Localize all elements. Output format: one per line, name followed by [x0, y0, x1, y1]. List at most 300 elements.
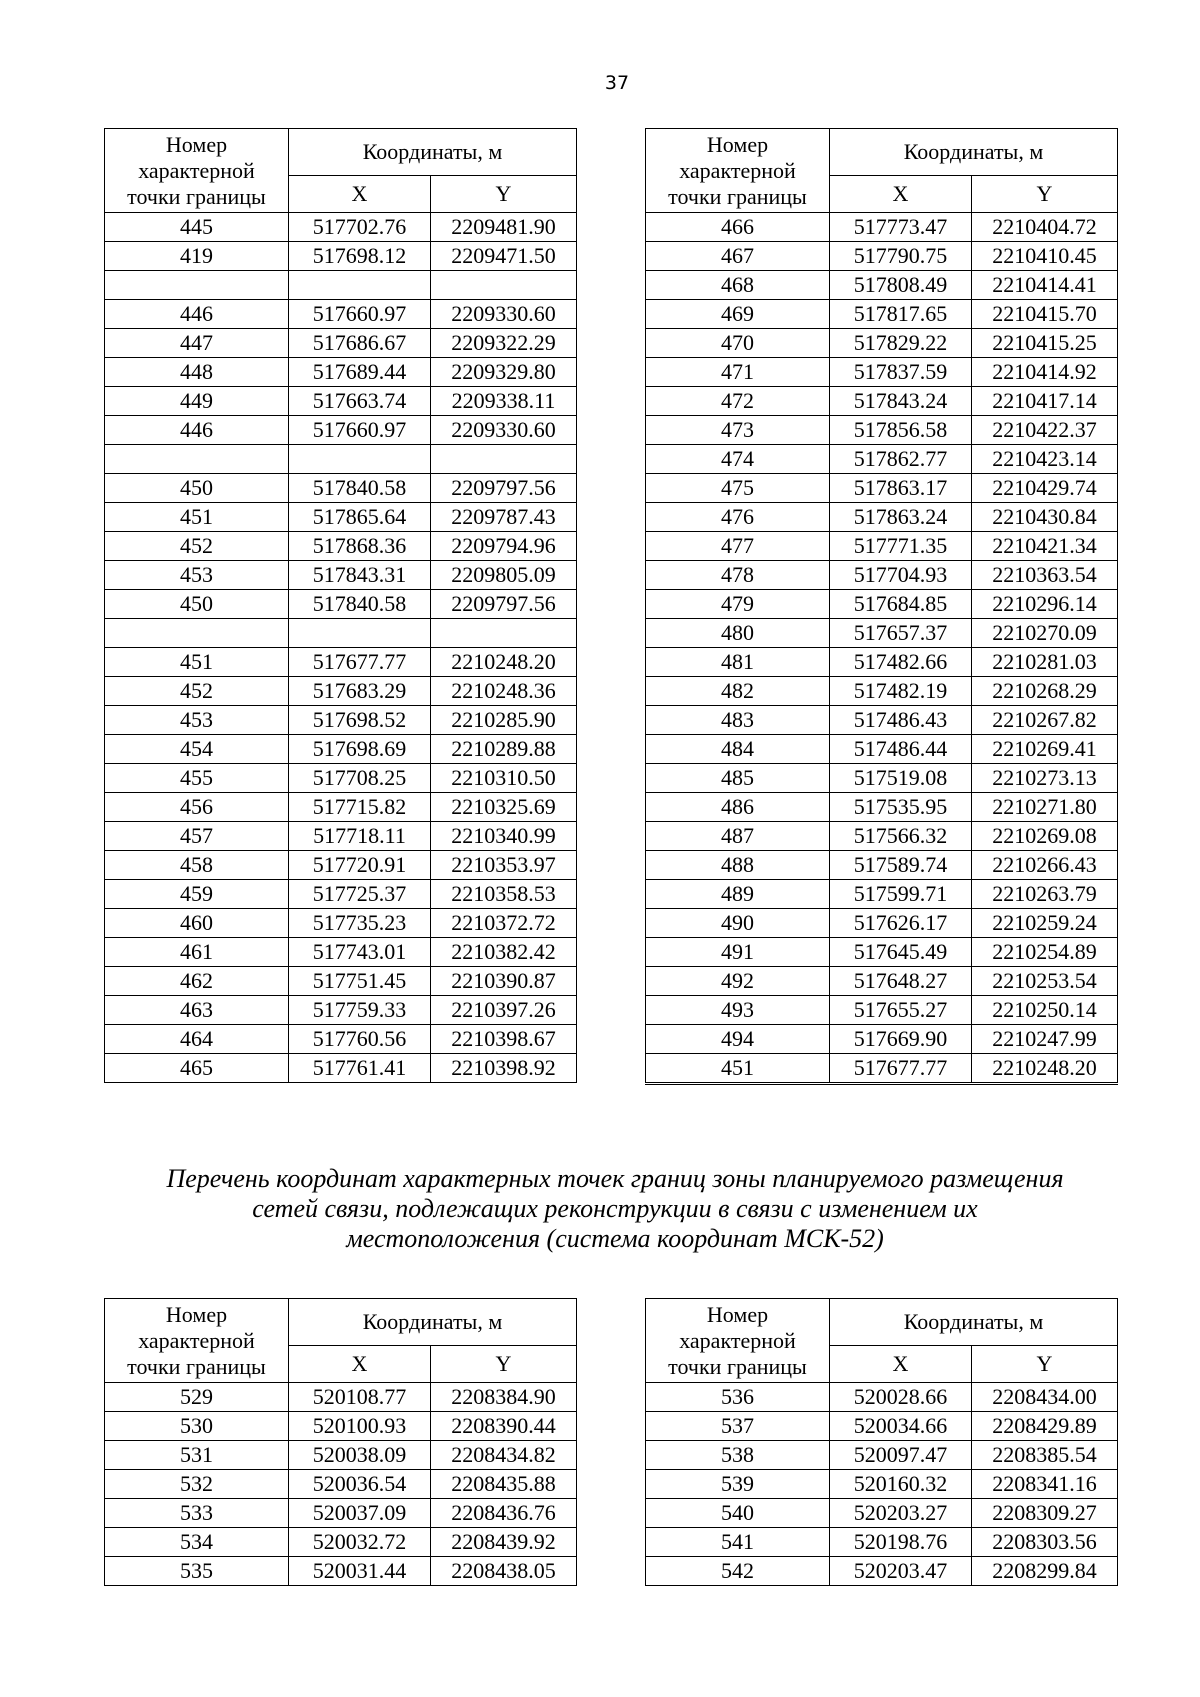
point-number-cell: 535	[105, 1557, 289, 1586]
point-number-cell	[105, 619, 289, 648]
header-row	[646, 129, 1118, 176]
table-row	[105, 300, 577, 329]
x-coordinate-cell: 517677.77	[289, 648, 431, 677]
y-header: Y	[972, 1346, 1118, 1383]
x-coordinate-cell: 517790.75	[830, 242, 972, 271]
section-title-line: местоположения (система координат МСК-52)	[346, 1224, 884, 1253]
y-coordinate-cell: 2210340.99	[431, 822, 577, 851]
table-row	[105, 590, 577, 619]
table-row	[646, 735, 1118, 764]
y-coordinate-cell: 2210415.25	[972, 329, 1118, 358]
table-row	[646, 967, 1118, 996]
table-row	[105, 1441, 577, 1470]
y-coordinate-cell: 2210390.87	[431, 967, 577, 996]
table-row	[105, 1025, 577, 1054]
y-coordinate-cell: 2208299.84	[972, 1557, 1118, 1586]
point-number-cell: 485	[646, 764, 830, 793]
x-coordinate-cell: 517698.12	[289, 242, 431, 271]
point-number-cell: 538	[646, 1441, 830, 1470]
table-row	[105, 996, 577, 1025]
table-row	[646, 1412, 1118, 1441]
y-coordinate-cell: 2210310.50	[431, 764, 577, 793]
y-coordinate-cell: 2210325.69	[431, 793, 577, 822]
x-header: X	[289, 1346, 431, 1383]
y-coordinate-cell: 2210250.14	[972, 996, 1118, 1025]
point-number-cell: 475	[646, 474, 830, 503]
table-row	[105, 677, 577, 706]
x-coordinate-cell: 517482.66	[830, 648, 972, 677]
y-coordinate-cell: 2210372.72	[431, 909, 577, 938]
point-number-cell: 478	[646, 561, 830, 590]
table-row	[105, 793, 577, 822]
table-row	[646, 909, 1118, 938]
table-row	[105, 1383, 577, 1412]
y-coordinate-cell: 2210398.67	[431, 1025, 577, 1054]
x-coordinate-cell: 520203.27	[830, 1499, 972, 1528]
table-row	[646, 938, 1118, 967]
x-coordinate-cell: 517599.71	[830, 880, 972, 909]
x-coordinate-cell: 517760.56	[289, 1025, 431, 1054]
x-coordinate-cell: 517698.69	[289, 735, 431, 764]
point-number-cell: 452	[105, 677, 289, 706]
x-coordinate-cell: 517655.27	[830, 996, 972, 1025]
x-coordinate-cell: 517663.74	[289, 387, 431, 416]
x-coordinate-cell: 517660.97	[289, 300, 431, 329]
point-number-cell: 539	[646, 1470, 830, 1499]
point-number-cell: 482	[646, 677, 830, 706]
point-number-header-line: точки границы	[668, 183, 807, 209]
point-number-cell: 531	[105, 1441, 289, 1470]
y-coordinate-cell: 2209329.80	[431, 358, 577, 387]
table-row	[646, 387, 1118, 416]
coordinates-header: Координаты, м	[830, 1299, 1118, 1346]
table-row	[646, 532, 1118, 561]
x-coordinate-cell: 517715.82	[289, 793, 431, 822]
x-coordinate-cell: 520160.32	[830, 1470, 972, 1499]
x-coordinate-cell: 517862.77	[830, 445, 972, 474]
x-coordinate-cell: 517683.29	[289, 677, 431, 706]
y-coordinate-cell: 2210417.14	[972, 387, 1118, 416]
point-number-cell: 419	[105, 242, 289, 271]
y-coordinate-cell: 2208435.88	[431, 1470, 577, 1499]
x-coordinate-cell: 517865.64	[289, 503, 431, 532]
x-coordinate-cell: 520028.66	[830, 1383, 972, 1412]
table-row	[646, 822, 1118, 851]
y-coordinate-cell: 2210271.80	[972, 793, 1118, 822]
x-coordinate-cell: 517735.23	[289, 909, 431, 938]
point-number-header-line: точки границы	[668, 1353, 807, 1379]
header-row	[105, 129, 577, 176]
y-coordinate-cell: 2210267.82	[972, 706, 1118, 735]
point-number-cell: 468	[646, 271, 830, 300]
coordinates-header: Координаты, м	[830, 129, 1118, 176]
table-row	[105, 503, 577, 532]
point-number-cell: 457	[105, 822, 289, 851]
point-number-cell: 464	[105, 1025, 289, 1054]
table-row	[646, 1557, 1118, 1586]
table-row	[646, 619, 1118, 648]
x-header: X	[289, 176, 431, 213]
section-title-line: сетей связи, подлежащих реконструкции в связи с изменением их	[252, 1194, 978, 1223]
y-coordinate-cell: 2209797.56	[431, 590, 577, 619]
header-row	[105, 1299, 577, 1346]
coordinates-header: Координаты, м	[289, 1299, 577, 1346]
y-coordinate-cell: 2210415.70	[972, 300, 1118, 329]
x-coordinate-cell: 520108.77	[289, 1383, 431, 1412]
table-row	[646, 242, 1118, 271]
table-row	[105, 416, 577, 445]
point-number-cell: 467	[646, 242, 830, 271]
x-coordinate-cell: 520036.54	[289, 1470, 431, 1499]
point-number-cell: 529	[105, 1383, 289, 1412]
x-coordinate-cell: 517863.17	[830, 474, 972, 503]
x-coordinate-cell: 517686.67	[289, 329, 431, 358]
y-coordinate-cell: 2210421.34	[972, 532, 1118, 561]
point-number-cell: 465	[105, 1054, 289, 1083]
point-number-cell: 541	[646, 1528, 830, 1557]
x-coordinate-cell: 520038.09	[289, 1441, 431, 1470]
table-row	[105, 387, 577, 416]
point-number-cell: 473	[646, 416, 830, 445]
point-number-header	[646, 129, 830, 213]
table-row	[105, 561, 577, 590]
point-number-cell: 537	[646, 1412, 830, 1441]
point-number-cell: 462	[105, 967, 289, 996]
table-row	[646, 677, 1118, 706]
point-number-cell: 536	[646, 1383, 830, 1412]
y-coordinate-cell: 2209805.09	[431, 561, 577, 590]
x-coordinate-cell: 517720.91	[289, 851, 431, 880]
y-coordinate-cell: 2209338.11	[431, 387, 577, 416]
x-coordinate-cell: 517743.01	[289, 938, 431, 967]
table-row	[105, 909, 577, 938]
point-number-cell: 455	[105, 764, 289, 793]
point-number-cell: 492	[646, 967, 830, 996]
table-row	[105, 764, 577, 793]
point-number-header-line: характерной	[679, 157, 796, 183]
x-coordinate-cell: 517626.17	[830, 909, 972, 938]
point-number-header-line: характерной	[138, 1327, 255, 1353]
y-coordinate-cell: 2210273.13	[972, 764, 1118, 793]
point-number-cell: 480	[646, 619, 830, 648]
table-row	[105, 1499, 577, 1528]
x-coordinate-cell	[289, 271, 431, 300]
y-coordinate-cell: 2210269.08	[972, 822, 1118, 851]
point-number-cell: 466	[646, 213, 830, 242]
table-row	[105, 242, 577, 271]
point-number-cell: 493	[646, 996, 830, 1025]
point-number-cell: 489	[646, 880, 830, 909]
point-number-cell: 483	[646, 706, 830, 735]
y-coordinate-cell: 2210429.74	[972, 474, 1118, 503]
x-coordinate-cell: 517856.58	[830, 416, 972, 445]
table-row	[646, 300, 1118, 329]
x-coordinate-cell: 520097.47	[830, 1441, 972, 1470]
table-row	[646, 590, 1118, 619]
y-coordinate-cell: 2209330.60	[431, 416, 577, 445]
y-coordinate-cell: 2208390.44	[431, 1412, 577, 1441]
table-row	[105, 851, 577, 880]
y-header: Y	[972, 176, 1118, 213]
x-coordinate-cell: 517725.37	[289, 880, 431, 909]
table-row	[105, 648, 577, 677]
table-row	[646, 1054, 1118, 1084]
point-number-cell: 453	[105, 561, 289, 590]
y-header: Y	[431, 1346, 577, 1383]
y-coordinate-cell: 2210285.90	[431, 706, 577, 735]
x-coordinate-cell: 517669.90	[830, 1025, 972, 1054]
point-number-cell: 476	[646, 503, 830, 532]
point-number-cell: 449	[105, 387, 289, 416]
point-number-cell: 458	[105, 851, 289, 880]
x-coordinate-cell: 517486.43	[830, 706, 972, 735]
point-number-cell: 460	[105, 909, 289, 938]
y-coordinate-cell	[431, 619, 577, 648]
point-number-cell: 445	[105, 213, 289, 242]
table-row	[646, 648, 1118, 677]
x-coordinate-cell: 517843.31	[289, 561, 431, 590]
table-row	[105, 967, 577, 996]
x-coordinate-cell: 520037.09	[289, 1499, 431, 1528]
point-number-cell: 456	[105, 793, 289, 822]
point-number-header-line: характерной	[679, 1327, 796, 1353]
y-coordinate-cell: 2208341.16	[972, 1470, 1118, 1499]
y-coordinate-cell: 2210247.99	[972, 1025, 1118, 1054]
x-coordinate-cell: 517698.52	[289, 706, 431, 735]
y-coordinate-cell: 2209797.56	[431, 474, 577, 503]
point-number-header-line: Номер	[706, 131, 769, 157]
table-row	[105, 880, 577, 909]
point-number-cell: 481	[646, 648, 830, 677]
table-row	[105, 619, 577, 648]
table-row	[646, 271, 1118, 300]
y-coordinate-cell	[431, 271, 577, 300]
coordinates-table-1	[104, 128, 577, 1083]
point-number-cell: 451	[105, 503, 289, 532]
y-coordinate-cell: 2208434.00	[972, 1383, 1118, 1412]
section-title	[100, 1164, 1130, 1254]
x-coordinate-cell: 517482.19	[830, 677, 972, 706]
y-coordinate-cell: 2210382.42	[431, 938, 577, 967]
point-number-cell: 446	[105, 300, 289, 329]
y-coordinate-cell: 2210422.37	[972, 416, 1118, 445]
x-coordinate-cell: 520203.47	[830, 1557, 972, 1586]
y-coordinate-cell: 2210248.36	[431, 677, 577, 706]
point-number-cell: 533	[105, 1499, 289, 1528]
x-coordinate-cell: 517657.37	[830, 619, 972, 648]
point-number-cell	[105, 445, 289, 474]
table-row	[105, 213, 577, 242]
y-coordinate-cell: 2210270.09	[972, 619, 1118, 648]
x-coordinate-cell	[289, 445, 431, 474]
point-number-header	[105, 129, 289, 213]
point-number-cell: 486	[646, 793, 830, 822]
point-number-cell: 470	[646, 329, 830, 358]
y-coordinate-cell: 2208439.92	[431, 1528, 577, 1557]
y-coordinate-cell: 2209471.50	[431, 242, 577, 271]
y-coordinate-cell: 2210266.43	[972, 851, 1118, 880]
point-number-cell: 448	[105, 358, 289, 387]
point-number-cell: 487	[646, 822, 830, 851]
point-number-cell: 450	[105, 474, 289, 503]
table-row	[105, 445, 577, 474]
table-row	[646, 793, 1118, 822]
point-number-cell: 461	[105, 938, 289, 967]
table-row	[105, 1054, 577, 1083]
y-coordinate-cell: 2210353.97	[431, 851, 577, 880]
point-number-header-line: Номер	[165, 131, 228, 157]
point-number-cell: 459	[105, 880, 289, 909]
x-coordinate-cell: 517761.41	[289, 1054, 431, 1083]
table-row	[105, 358, 577, 387]
point-number-cell	[105, 271, 289, 300]
point-number-cell: 490	[646, 909, 830, 938]
y-coordinate-cell: 2210414.92	[972, 358, 1118, 387]
header-row	[646, 1299, 1118, 1346]
y-coordinate-cell: 2209322.29	[431, 329, 577, 358]
y-coordinate-cell: 2210281.03	[972, 648, 1118, 677]
x-coordinate-cell: 517843.24	[830, 387, 972, 416]
table-row	[646, 416, 1118, 445]
y-coordinate-cell: 2208436.76	[431, 1499, 577, 1528]
y-coordinate-cell: 2210430.84	[972, 503, 1118, 532]
y-coordinate-cell: 2208429.89	[972, 1412, 1118, 1441]
point-number-cell: 446	[105, 416, 289, 445]
x-coordinate-cell: 517519.08	[830, 764, 972, 793]
point-number-cell: 451	[646, 1054, 830, 1084]
point-number-header-line: Номер	[165, 1301, 228, 1327]
y-coordinate-cell: 2210404.72	[972, 213, 1118, 242]
y-coordinate-cell: 2210268.29	[972, 677, 1118, 706]
x-coordinate-cell: 517773.47	[830, 213, 972, 242]
table-row	[105, 532, 577, 561]
point-number-cell: 469	[646, 300, 830, 329]
point-number-cell: 452	[105, 532, 289, 561]
point-number-cell: 450	[105, 590, 289, 619]
point-number-cell: 542	[646, 1557, 830, 1586]
x-coordinate-cell: 517829.22	[830, 329, 972, 358]
y-coordinate-cell: 2210269.41	[972, 735, 1118, 764]
x-coordinate-cell: 520198.76	[830, 1528, 972, 1557]
table-row	[646, 764, 1118, 793]
table-row	[646, 1025, 1118, 1054]
y-header: Y	[431, 176, 577, 213]
table-row	[646, 1499, 1118, 1528]
table-row	[646, 880, 1118, 909]
point-number-header-line: точки границы	[127, 183, 266, 209]
y-coordinate-cell: 2210259.24	[972, 909, 1118, 938]
x-coordinate-cell: 517589.74	[830, 851, 972, 880]
y-coordinate-cell: 2210397.26	[431, 996, 577, 1025]
x-coordinate-cell: 517704.93	[830, 561, 972, 590]
x-coordinate-cell: 517535.95	[830, 793, 972, 822]
x-coordinate-cell: 517808.49	[830, 271, 972, 300]
y-coordinate-cell: 2208385.54	[972, 1441, 1118, 1470]
table-row	[646, 445, 1118, 474]
table-row	[646, 1383, 1118, 1412]
x-coordinate-cell: 517837.59	[830, 358, 972, 387]
y-coordinate-cell: 2208384.90	[431, 1383, 577, 1412]
y-coordinate-cell: 2210363.54	[972, 561, 1118, 590]
y-coordinate-cell: 2210358.53	[431, 880, 577, 909]
page-number: 37	[604, 72, 630, 94]
point-number-cell: 451	[105, 648, 289, 677]
x-header: X	[830, 176, 972, 213]
x-coordinate-cell: 517840.58	[289, 474, 431, 503]
x-coordinate-cell: 517677.77	[830, 1054, 972, 1084]
y-coordinate-cell: 2208309.27	[972, 1499, 1118, 1528]
x-coordinate-cell: 517759.33	[289, 996, 431, 1025]
x-coordinate-cell: 517817.65	[830, 300, 972, 329]
point-number-cell: 463	[105, 996, 289, 1025]
point-number-header-line: Номер	[706, 1301, 769, 1327]
table-row	[646, 706, 1118, 735]
point-number-cell: 484	[646, 735, 830, 764]
table-row	[646, 1441, 1118, 1470]
point-number-cell: 447	[105, 329, 289, 358]
y-coordinate-cell: 2209794.96	[431, 532, 577, 561]
x-coordinate-cell: 517708.25	[289, 764, 431, 793]
x-coordinate-cell: 517840.58	[289, 590, 431, 619]
y-coordinate-cell	[431, 445, 577, 474]
table-row	[105, 938, 577, 967]
x-coordinate-cell: 520034.66	[830, 1412, 972, 1441]
table-row	[105, 1412, 577, 1441]
x-coordinate-cell: 517566.32	[830, 822, 972, 851]
x-coordinate-cell: 517863.24	[830, 503, 972, 532]
table-row	[646, 474, 1118, 503]
y-coordinate-cell: 2210263.79	[972, 880, 1118, 909]
x-coordinate-cell: 517702.76	[289, 213, 431, 242]
y-coordinate-cell: 2210253.54	[972, 967, 1118, 996]
point-number-cell: 530	[105, 1412, 289, 1441]
coordinates-table-4	[645, 1298, 1118, 1586]
y-coordinate-cell: 2210423.14	[972, 445, 1118, 474]
coordinates-table-2	[645, 128, 1118, 1085]
table-row	[646, 851, 1118, 880]
table-row	[646, 996, 1118, 1025]
point-number-cell: 477	[646, 532, 830, 561]
y-coordinate-cell: 2209481.90	[431, 213, 577, 242]
point-number-cell: 488	[646, 851, 830, 880]
coordinates-header: Координаты, м	[289, 129, 577, 176]
x-coordinate-cell: 517868.36	[289, 532, 431, 561]
point-number-cell: 532	[105, 1470, 289, 1499]
table-row	[646, 561, 1118, 590]
y-coordinate-cell: 2210289.88	[431, 735, 577, 764]
y-coordinate-cell: 2210254.89	[972, 938, 1118, 967]
table-row	[105, 822, 577, 851]
x-coordinate-cell: 517486.44	[830, 735, 972, 764]
table-row	[105, 329, 577, 358]
point-number-header-line: характерной	[138, 157, 255, 183]
x-coordinate-cell: 517684.85	[830, 590, 972, 619]
y-coordinate-cell: 2210296.14	[972, 590, 1118, 619]
point-number-cell: 471	[646, 358, 830, 387]
table-row	[646, 1470, 1118, 1499]
y-coordinate-cell: 2209787.43	[431, 503, 577, 532]
table-row	[105, 474, 577, 503]
y-coordinate-cell: 2209330.60	[431, 300, 577, 329]
x-coordinate-cell: 520100.93	[289, 1412, 431, 1441]
point-number-cell: 494	[646, 1025, 830, 1054]
x-coordinate-cell: 520032.72	[289, 1528, 431, 1557]
table-row	[105, 1470, 577, 1499]
x-coordinate-cell: 517771.35	[830, 532, 972, 561]
point-number-cell: 453	[105, 706, 289, 735]
x-coordinate-cell: 517751.45	[289, 967, 431, 996]
table-row	[105, 735, 577, 764]
